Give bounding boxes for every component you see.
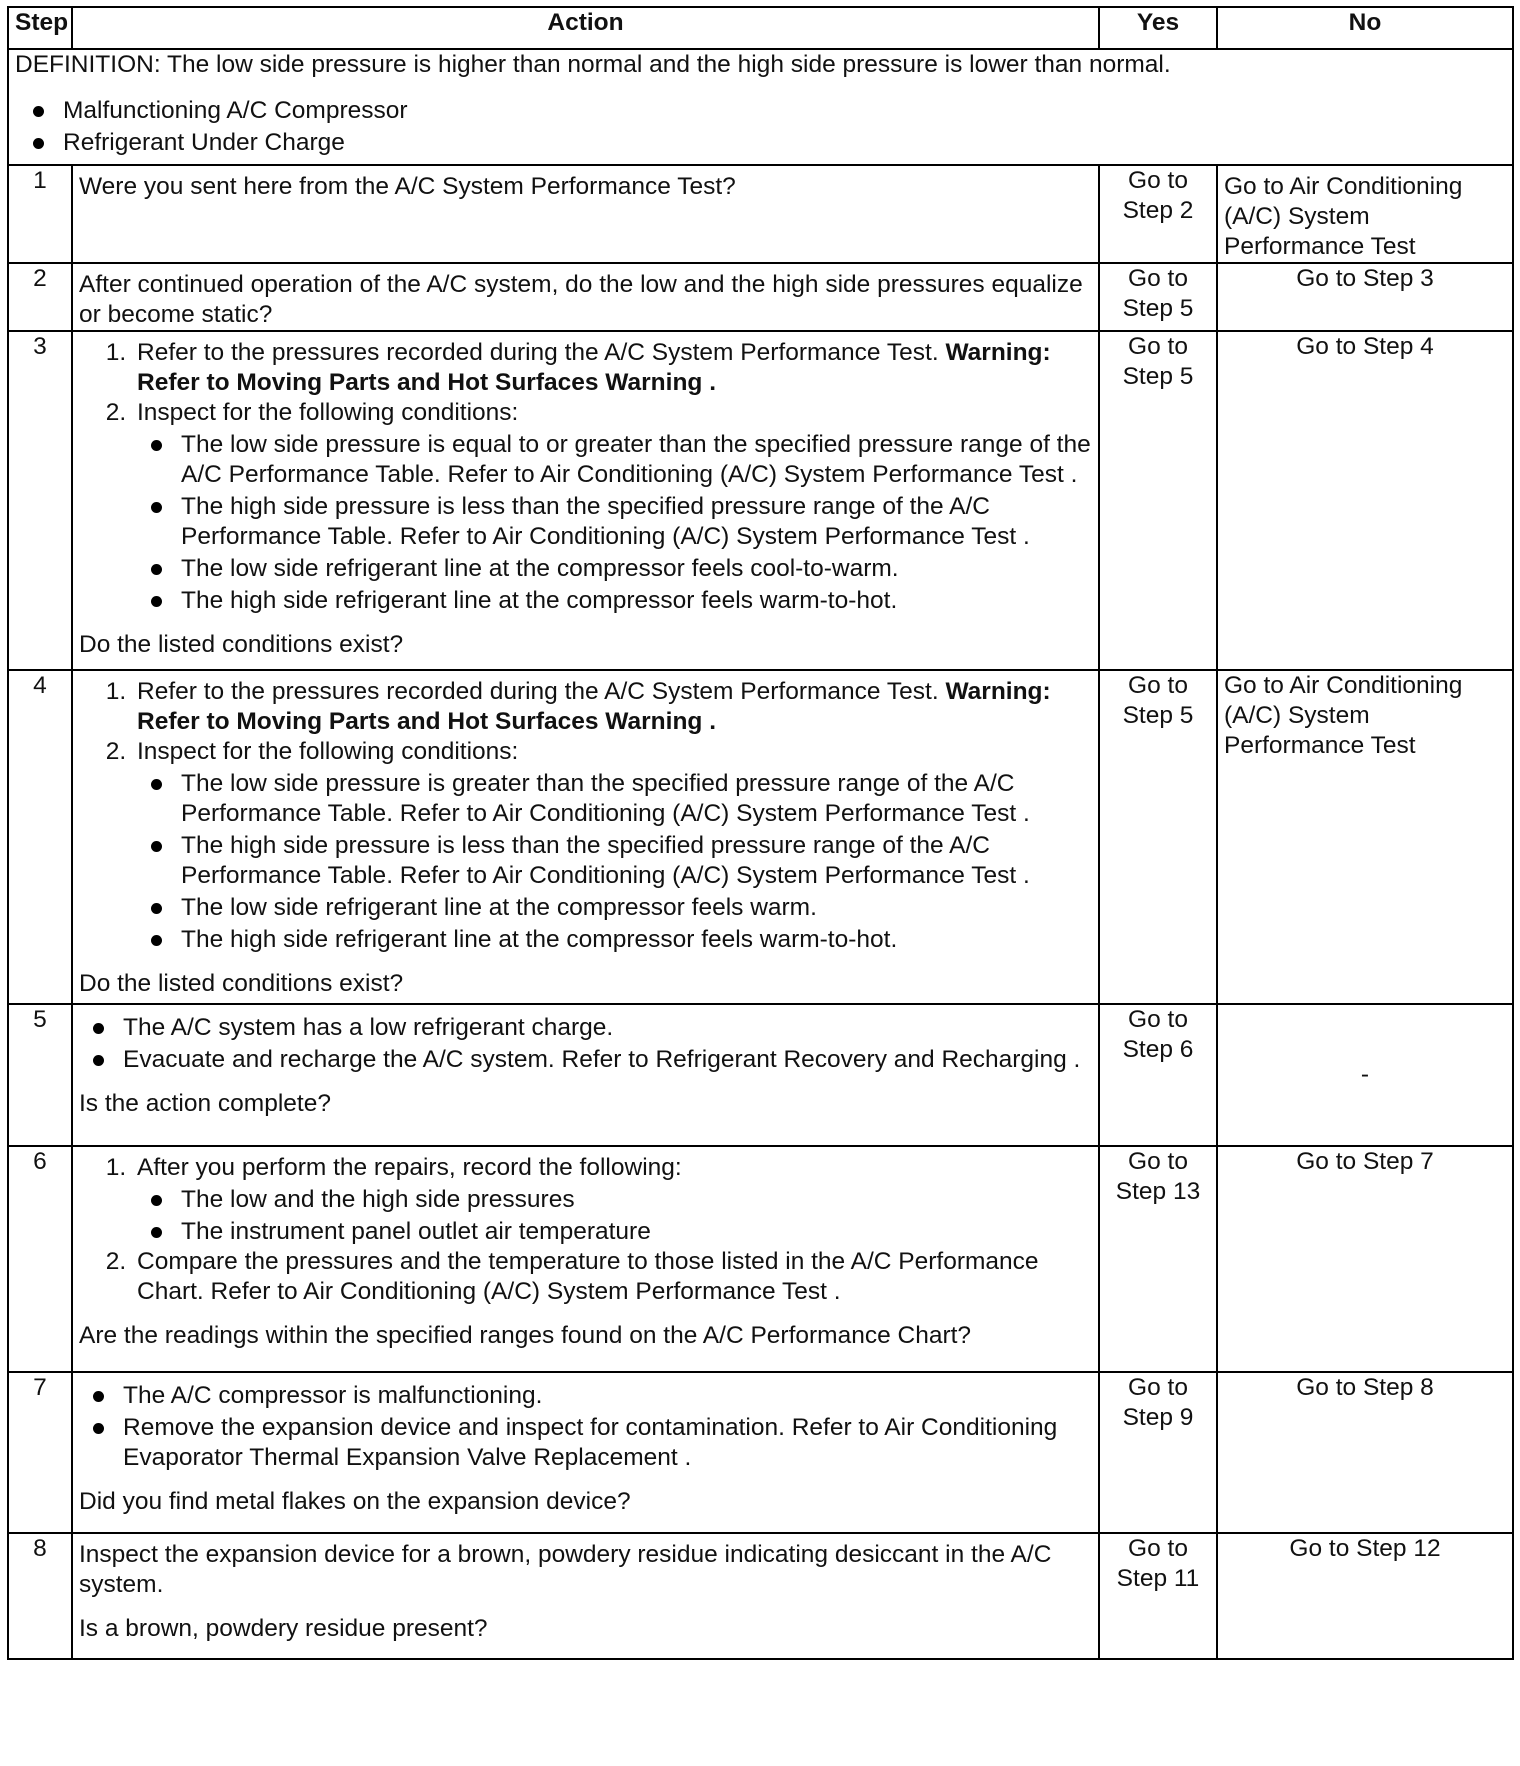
- condition-item: The low side refrigerant line at the compressor feels cool-to-warm.: [149, 554, 1092, 584]
- procedure-item: 2. Inspect for the following conditions: The low side pressure is greater than the specified pressure range of the A/C Performance Table. Refer to Air Conditioning (A/C) System Performance Test . The high side pressure is less than the specified pressure range of the A/C Performance Table. Refer to Air Conditioning (A/C) System Performance Test . The low side refrigerant line at the compressor feels warm. The high side refrigerant line at the compressor feels warm-to-hot.: [133, 737, 1092, 955]
- yes-link[interactable]: Go to Step 5: [1122, 333, 1194, 390]
- yes-cell: [1099, 331, 1217, 670]
- question-text: Did you find metal flakes on the expansion device?: [79, 1488, 631, 1515]
- question-text: Do the listed conditions exist?: [79, 970, 404, 997]
- step-number: 3: [8, 331, 72, 670]
- action-text: Inspect the expansion device for a brown, powdery residue indicating desiccant in the A/C system.: [79, 1541, 1052, 1598]
- condition-item: The low side pressure is equal to or greater than the specified pressure range of the A/C Performance Table. Refer to Air Conditioning (A/C) System Performance Test .: [149, 430, 1092, 490]
- action-bullet: The A/C compressor is malfunctioning.: [91, 1381, 1092, 1411]
- header-no: No: [1217, 7, 1513, 49]
- question-text: Is a brown, powdery residue present?: [79, 1615, 488, 1642]
- table-row: [8, 1146, 1513, 1372]
- no-link[interactable]: Go to Air Conditioning (A/C) System Performance Test: [1224, 173, 1463, 260]
- no-link[interactable]: Go to Step 12: [1289, 1535, 1441, 1562]
- procedure-item: 1. Refer to the pressures recorded during the A/C System Performance Test. Warning: Refer to Moving Parts and Hot Surfaces Warning .: [133, 677, 1092, 737]
- no-link[interactable]: Go to Step 4: [1296, 333, 1434, 360]
- record-item: The low and the high side pressures: [149, 1185, 1092, 1215]
- no-cell: [1217, 670, 1513, 1004]
- procedure-item: 1. Refer to the pressures recorded during the A/C System Performance Test. Warning: Refer to Moving Parts and Hot Surfaces Warning .: [133, 338, 1092, 398]
- action-cell: [72, 1146, 1099, 1372]
- table-row: [8, 331, 1513, 670]
- action-cell: [72, 331, 1099, 670]
- condition-item: The high side pressure is less than the specified pressure range of the A/C Performance Table. Refer to Air Conditioning (A/C) System Performance Test .: [149, 492, 1092, 552]
- record-list: [137, 1185, 1092, 1247]
- action-bullets: [79, 1381, 1092, 1473]
- step-number: 7: [8, 1372, 72, 1533]
- procedure-item: 1. After you perform the repairs, record the following: The low and the high side pressures The instrument panel outlet air temperature: [133, 1153, 1092, 1247]
- action-cell: [72, 165, 1099, 263]
- cause-list: [15, 96, 1506, 158]
- yes-cell: [1099, 263, 1217, 331]
- yes-cell: [1099, 670, 1217, 1004]
- yes-cell: [1099, 1533, 1217, 1659]
- procedure-list: [79, 338, 1092, 616]
- no-cell: [1217, 165, 1513, 263]
- action-cell: [72, 1533, 1099, 1659]
- no-cell: [1217, 1004, 1513, 1146]
- yes-link[interactable]: Go to Step 9: [1122, 1374, 1194, 1431]
- yes-link[interactable]: Go to Step 5: [1122, 265, 1194, 322]
- no-cell: [1217, 1533, 1513, 1659]
- definition-row: [8, 49, 1513, 165]
- header-row: [8, 7, 1513, 49]
- action-bullet: The A/C system has a low refrigerant charge.: [91, 1013, 1092, 1043]
- yes-link[interactable]: Go to Step 11: [1116, 1535, 1200, 1592]
- condition-item: The high side refrigerant line at the compressor feels warm-to-hot.: [149, 586, 1092, 616]
- yes-link[interactable]: Go to Step 5: [1122, 672, 1194, 729]
- yes-link[interactable]: Go to Step 2: [1122, 167, 1194, 224]
- action-cell: [72, 1372, 1099, 1533]
- action-bullet: Remove the expansion device and inspect for contamination. Refer to Air Conditioning Evaporator Thermal Expansion Valve Replacement .: [91, 1413, 1092, 1473]
- condition-item: The high side pressure is less than the specified pressure range of the A/C Performance Table. Refer to Air Conditioning (A/C) System Performance Test .: [149, 831, 1092, 891]
- no-link[interactable]: Go to Step 7: [1296, 1148, 1434, 1175]
- cause-item: Malfunctioning A/C Compressor: [31, 96, 1506, 126]
- no-cell: [1217, 331, 1513, 670]
- record-item: The instrument panel outlet air temperature: [149, 1217, 1092, 1247]
- yes-cell: [1099, 1372, 1217, 1533]
- condition-item: The high side refrigerant line at the compressor feels warm-to-hot.: [149, 925, 1092, 955]
- condition-list: [137, 430, 1092, 616]
- no-value: -: [1360, 1061, 1370, 1088]
- definition-cell: [8, 49, 1513, 165]
- cause-item: Refrigerant Under Charge: [31, 128, 1506, 158]
- warning-text: Warning: Refer to Moving Parts and Hot Surfaces Warning: [137, 339, 1051, 396]
- procedure-list: [79, 1153, 1092, 1307]
- step-number: 4: [8, 670, 72, 1004]
- procedure-list: [79, 677, 1092, 955]
- action-bullets: [79, 1013, 1092, 1075]
- step-number: 1: [8, 165, 72, 263]
- action-bullet: Evacuate and recharge the A/C system. Refer to Refrigerant Recovery and Recharging .: [91, 1045, 1092, 1075]
- question-text: Is the action complete?: [79, 1090, 331, 1117]
- yes-link[interactable]: Go to Step 6: [1122, 1006, 1194, 1063]
- table-row: [8, 165, 1513, 263]
- action-cell: [72, 670, 1099, 1004]
- yes-cell: [1099, 165, 1217, 263]
- step-number: 2: [8, 263, 72, 331]
- header-step: Step: [8, 7, 72, 49]
- table-row: [8, 670, 1513, 1004]
- table-row: [8, 1372, 1513, 1533]
- header-yes: Yes: [1099, 7, 1217, 49]
- step-number: 6: [8, 1146, 72, 1372]
- no-cell: [1217, 263, 1513, 331]
- yes-cell: [1099, 1146, 1217, 1372]
- no-link[interactable]: Go to Air Conditioning (A/C) System Performance Test: [1224, 672, 1463, 759]
- procedure-item: 2. Inspect for the following conditions: The low side pressure is equal to or greater than the specified pressure range of the A/C Performance Table. Refer to Air Conditioning (A/C) System Performance Test . The high side pressure is less than the specified pressure range of the A/C Performance Table. Refer to Air Conditioning (A/C) System Performance Test . The low side refrigerant line at the compressor feels cool-to-warm. The high side refrigerant line at the compressor feels warm-to-hot.: [133, 398, 1092, 616]
- condition-item: The low side refrigerant line at the compressor feels warm.: [149, 893, 1092, 923]
- question-text: Do the listed conditions exist?: [79, 631, 404, 658]
- question-text: After continued operation of the A/C system, do the low and the high side pressures equalize or become static?: [79, 271, 1083, 328]
- question-text: Are the readings within the specified ranges found on the A/C Performance Chart?: [79, 1322, 972, 1349]
- warning-text: Warning: Refer to Moving Parts and Hot Surfaces Warning: [137, 678, 1051, 735]
- no-cell: [1217, 1146, 1513, 1372]
- step-number: 8: [8, 1533, 72, 1659]
- table-row: [8, 1004, 1513, 1146]
- table-row: [8, 1533, 1513, 1659]
- diagnostic-table: [7, 6, 1514, 1660]
- condition-item: The low side pressure is greater than the specified pressure range of the A/C Performance Table. Refer to Air Conditioning (A/C) System Performance Test .: [149, 769, 1092, 829]
- question-text: Were you sent here from the A/C System Performance Test?: [79, 173, 736, 200]
- no-link[interactable]: Go to Step 3: [1296, 265, 1434, 292]
- no-link[interactable]: Go to Step 8: [1296, 1374, 1434, 1401]
- condition-list: [137, 769, 1092, 955]
- header-action: Action: [72, 7, 1099, 49]
- yes-cell: [1099, 1004, 1217, 1146]
- procedure-item: 2. Compare the pressures and the temperature to those listed in the A/C Performance Chart. Refer to Air Conditioning (A/C) System Performance Test .: [133, 1247, 1092, 1307]
- action-cell: [72, 263, 1099, 331]
- table-row: [8, 263, 1513, 331]
- definition-text: DEFINITION: The low side pressure is higher than normal and the high side pressure is lower than normal.: [15, 51, 1171, 78]
- no-cell: [1217, 1372, 1513, 1533]
- step-number: 5: [8, 1004, 72, 1146]
- yes-link[interactable]: Go to Step 13: [1115, 1148, 1201, 1205]
- action-cell: [72, 1004, 1099, 1146]
